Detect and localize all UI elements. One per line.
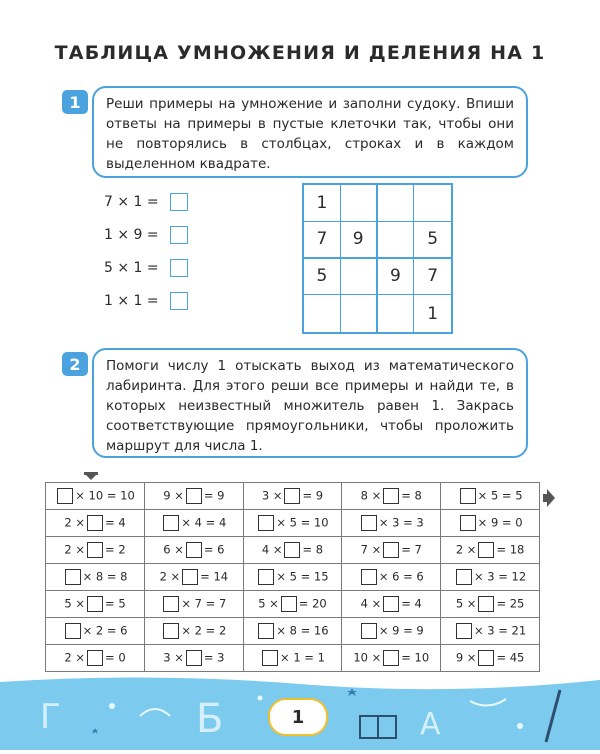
sudoku-cell: 5: [304, 259, 341, 296]
maze-cell-suffix: = 20: [298, 596, 327, 611]
maze-cell-suffix: × 1 = 1: [280, 650, 325, 665]
maze-cell-prefix: 3 ×: [163, 650, 184, 665]
unknown-factor-box[interactable]: [65, 569, 81, 585]
sudoku-cell[interactable]: [341, 185, 378, 222]
example-text: 1 × 9 =: [104, 226, 159, 243]
maze-cell-prefix: 10 ×: [353, 650, 382, 665]
unknown-factor-box[interactable]: [182, 569, 198, 585]
maze-cell-suffix: = 4: [105, 515, 126, 530]
maze-cell-suffix: × 9 = 9: [378, 623, 424, 638]
maze-cell-prefix: 5 ×: [64, 596, 86, 611]
math-maze-table: [45, 482, 540, 672]
maze-cell[interactable]: [145, 591, 244, 618]
maze-cell-suffix: = 3: [203, 650, 225, 665]
maze-cell[interactable]: [46, 483, 145, 510]
task-2-badge: 2: [62, 352, 88, 376]
maze-cell-suffix: = 10: [401, 650, 430, 665]
unknown-factor-box[interactable]: [361, 569, 377, 585]
maze-cell-suffix: = 8: [302, 542, 324, 557]
maze-cell-suffix: × 9 = 0: [477, 515, 523, 530]
maze-cell-suffix: × 4 = 4: [181, 515, 227, 530]
example-text: 5 × 1 =: [104, 259, 159, 276]
maze-cell[interactable]: [243, 483, 342, 510]
unknown-factor-box[interactable]: [383, 650, 399, 666]
unknown-factor-box[interactable]: [478, 650, 494, 666]
sudoku-cell: 1: [427, 303, 439, 324]
maze-cell[interactable]: [342, 591, 441, 618]
maze-cell-prefix: 6 ×: [163, 542, 184, 557]
maze-cell[interactable]: [441, 591, 540, 618]
unknown-factor-box[interactable]: [460, 515, 476, 531]
maze-cell-suffix: = 5: [105, 596, 126, 611]
sudoku-cell[interactable]: [341, 259, 378, 296]
example-row: [104, 218, 188, 251]
task-1-instructions: Реши примеры на умножение и заполни судоку. Впиши ответы на примеры в пустые клеточки так, чтобы они не повторялись в столбцах, строках и в каждом выделенном квадрате.: [92, 86, 528, 178]
maze-row: [46, 591, 540, 618]
page-number: 1: [268, 698, 328, 736]
maze-cell[interactable]: [46, 618, 145, 645]
maze-cell[interactable]: [145, 537, 244, 564]
unknown-factor-box[interactable]: [87, 542, 103, 558]
maze-cell[interactable]: [46, 510, 145, 537]
maze-cell-prefix: 2 ×: [159, 569, 181, 584]
maze-cell-prefix: 2 ×: [64, 542, 86, 557]
maze-cell-prefix: 5 ×: [258, 596, 279, 611]
sudoku-cell: 7: [414, 259, 451, 296]
maze-cell[interactable]: [145, 564, 244, 591]
maze-cell[interactable]: [243, 537, 342, 564]
unknown-factor-box[interactable]: [383, 488, 399, 504]
maze-exit-arrow-icon: [543, 489, 555, 507]
maze-cell[interactable]: [145, 483, 244, 510]
maze-cell-suffix: × 2 = 6: [82, 623, 128, 638]
sudoku-cell: 7: [304, 222, 341, 259]
maze-cell[interactable]: [342, 510, 441, 537]
maze-cell-suffix: = 14: [200, 569, 229, 584]
maze-row: [46, 537, 540, 564]
maze-cell-suffix: = 9: [302, 488, 324, 503]
unknown-factor-box[interactable]: [258, 515, 274, 531]
unknown-factor-box[interactable]: [262, 650, 278, 666]
maze-cell-suffix: = 8: [401, 488, 422, 503]
sudoku-cell: 9: [341, 222, 378, 259]
maze-cell[interactable]: [441, 618, 540, 645]
maze-cell[interactable]: [342, 537, 441, 564]
maze-cell-prefix: 4 ×: [360, 596, 382, 611]
unknown-factor-box[interactable]: [163, 596, 179, 612]
unknown-factor-box[interactable]: [456, 623, 472, 639]
maze-cell[interactable]: [342, 564, 441, 591]
maze-cell[interactable]: [46, 564, 145, 591]
maze-cell[interactable]: [441, 645, 540, 672]
maze-cell-prefix: 4 ×: [261, 542, 283, 557]
unknown-factor-box[interactable]: [87, 650, 103, 666]
unknown-factor-box[interactable]: [57, 488, 73, 504]
decor-letter: Б: [196, 696, 224, 742]
maze-cell[interactable]: [441, 483, 540, 510]
answer-box[interactable]: [170, 292, 188, 310]
maze-cell-suffix: × 6 = 6: [378, 569, 424, 584]
maze-cell-suffix: × 3 = 12: [474, 569, 527, 584]
example-text: 1 × 1 =: [104, 292, 159, 309]
task-1-examples: [104, 185, 188, 317]
sudoku-cell[interactable]: [378, 295, 415, 332]
maze-cell-suffix: × 5 = 15: [276, 569, 329, 584]
maze-cell-prefix: 5 ×: [455, 596, 477, 611]
maze-cell-prefix: 2 ×: [64, 650, 86, 665]
maze-cell-prefix: 9 ×: [455, 650, 477, 665]
maze-cell[interactable]: [342, 483, 441, 510]
sudoku-cell: 9: [378, 259, 415, 296]
sudoku-cell[interactable]: [378, 222, 415, 259]
maze-cell-suffix: = 45: [496, 650, 525, 665]
unknown-factor-box[interactable]: [186, 542, 202, 558]
maze-cell-suffix: = 7: [401, 542, 422, 557]
maze-cell[interactable]: [243, 564, 342, 591]
maze-cell[interactable]: [145, 618, 244, 645]
sudoku-cell[interactable]: [304, 295, 341, 332]
maze-cell-prefix: 2 ×: [64, 515, 86, 530]
example-row: [104, 185, 188, 218]
maze-cell[interactable]: [441, 564, 540, 591]
unknown-factor-box[interactable]: [361, 515, 377, 531]
unknown-factor-box[interactable]: [478, 542, 494, 558]
maze-cell-suffix: × 8 = 16: [276, 623, 329, 638]
maze-cell-suffix: = 6: [203, 542, 225, 557]
maze-cell-suffix: = 4: [401, 596, 422, 611]
maze-cell-prefix: 9 ×: [163, 488, 184, 503]
maze-cell[interactable]: [46, 645, 145, 672]
maze-cell-suffix: = 18: [496, 542, 525, 557]
maze-cell[interactable]: [441, 537, 540, 564]
maze-cell-suffix: = 2: [105, 542, 126, 557]
maze-cell[interactable]: [145, 645, 244, 672]
unknown-factor-box[interactable]: [186, 488, 202, 504]
maze-row: [46, 564, 540, 591]
maze-cell-suffix: × 8 = 8: [82, 569, 128, 584]
sudoku-cell[interactable]: [414, 185, 451, 222]
unknown-factor-box[interactable]: [281, 596, 297, 612]
maze-cell[interactable]: [243, 645, 342, 672]
sudoku-cell[interactable]: [378, 185, 415, 222]
unknown-factor-box[interactable]: [87, 596, 103, 612]
maze-cell[interactable]: [145, 510, 244, 537]
maze-cell-suffix: × 5 = 5: [477, 488, 523, 503]
maze-cell[interactable]: [342, 618, 441, 645]
maze-cell-prefix: 7 ×: [360, 542, 382, 557]
unknown-factor-box[interactable]: [284, 488, 300, 504]
unknown-factor-box[interactable]: [383, 596, 399, 612]
unknown-factor-box[interactable]: [186, 650, 202, 666]
maze-cell[interactable]: [243, 618, 342, 645]
maze-cell-suffix: × 5 = 10: [276, 515, 329, 530]
unknown-factor-box[interactable]: [456, 569, 472, 585]
maze-cell[interactable]: [243, 510, 342, 537]
sudoku-cell: 5: [414, 222, 451, 259]
unknown-factor-box[interactable]: [361, 623, 377, 639]
maze-cell-suffix: × 2 = 2: [181, 623, 227, 638]
unknown-factor-box[interactable]: [478, 596, 494, 612]
decor-letter: А: [420, 707, 441, 742]
maze-entry-arrow-icon: [84, 472, 98, 480]
maze-cell-suffix: = 25: [496, 596, 525, 611]
unknown-factor-box[interactable]: [383, 542, 399, 558]
sudoku-cell[interactable]: [341, 295, 378, 332]
unknown-factor-box[interactable]: [65, 623, 81, 639]
maze-cell-prefix: 8 ×: [360, 488, 382, 503]
maze-cell-suffix: = 0: [105, 650, 126, 665]
unknown-factor-box[interactable]: [163, 623, 179, 639]
unknown-factor-box[interactable]: [258, 623, 274, 639]
sudoku-grid: [302, 183, 453, 334]
maze-cell[interactable]: [441, 510, 540, 537]
example-row: [104, 284, 188, 317]
answer-box[interactable]: [170, 259, 188, 277]
maze-cell-prefix: 3 ×: [261, 488, 283, 503]
unknown-factor-box[interactable]: [284, 542, 300, 558]
sudoku-cell: 1: [304, 185, 341, 222]
maze-row: [46, 618, 540, 645]
answer-box[interactable]: [170, 226, 188, 244]
unknown-factor-box[interactable]: [258, 569, 274, 585]
maze-row: [46, 645, 540, 672]
maze-cell[interactable]: [342, 645, 441, 672]
maze-cell[interactable]: [46, 591, 145, 618]
task-1-badge: 1: [62, 90, 88, 114]
unknown-factor-box[interactable]: [460, 488, 476, 504]
page-title: ТАБЛИЦА УМНОЖЕНИЯ И ДЕЛЕНИЯ НА 1: [54, 42, 546, 64]
maze-cell-suffix: × 3 = 3: [378, 515, 424, 530]
answer-box[interactable]: [170, 193, 188, 211]
maze-row: [46, 510, 540, 537]
decor-letter: Г: [40, 697, 61, 737]
unknown-factor-box[interactable]: [87, 515, 103, 531]
maze-cell[interactable]: [46, 537, 145, 564]
maze-row: [46, 483, 540, 510]
example-row: [104, 251, 188, 284]
maze-cell[interactable]: [243, 591, 342, 618]
maze-cell-suffix: × 7 = 7: [181, 596, 227, 611]
unknown-factor-box[interactable]: [163, 515, 179, 531]
maze-cell-suffix: = 9: [203, 488, 225, 503]
task-2-instructions: Помоги числу 1 отыскать выход из математического лабиринта. Для этого реши все примеры и найди те, в которых неизвестный множитель равен 1. Закрась соответствующие прямоугольники, чтобы проложить маршрут для числа 1.: [92, 348, 528, 458]
maze-cell-suffix: × 3 = 21: [474, 623, 527, 638]
example-text: 7 × 1 =: [104, 193, 159, 210]
maze-cell-suffix: × 10 = 10: [75, 488, 135, 503]
maze-cell-prefix: 2 ×: [455, 542, 477, 557]
